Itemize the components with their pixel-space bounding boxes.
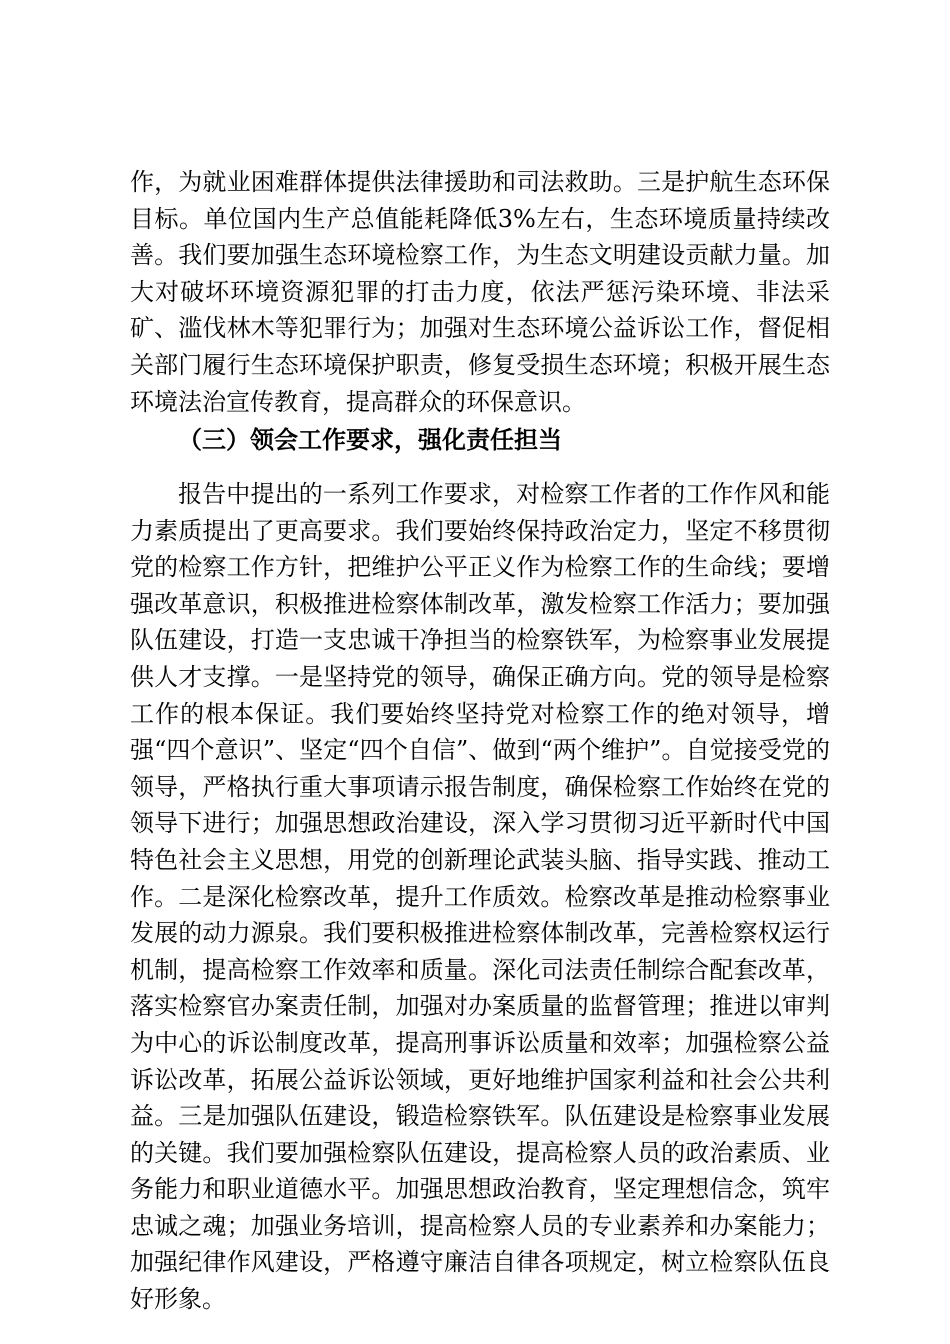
body-paragraph: 报告中提出的一系列工作要求，对检察工作者的工作作风和能力素质提出了更高要求。我们要始终保持政治定力，坚定不移贯彻党的检察工作方针，把维护公平正义作为检察工作的生命线；要增强改革意识，积极推进检察体制改革，激发检察工作活力；要加强队伍建设，打造一支忠诚干净担当的检察铁军，为检察事业发展提供人才支撑。一是坚持党的领导，确保正确方向。党的领导是检察工作的根本保证。我们要始终坚持党对检察工作的绝对领导，增强“四个意识”、坚定“四个自信”、做到“两个维护”。自觉接受党的领导，严格执行重大事项请示报告制度，确保检察工作始终在党的领导下进行；加强思想政治建设，深入学习贯彻习近平新时代中国特色社会主义思想，用党的创新理论武装头脑、指导实践、推动工作。二是深化检察改革，提升工作质效。检察改革是推动检察事业发展的动力源泉。我们要积极推进检察体制改革，完善检察权运行机制，提高检察工作效率和质量。深化司法责任制综合配套改革，落实检察官办案责任制，加强对办案质量的监督管理；推进以审判为中心的诉讼制度改革，提高刑事诉讼质量和效率；加强检察公益诉讼改革，拓展公益诉讼领域，更好地维护国家利益和社会公共利益。三是加强队伍建设，锻造检察铁军。队伍建设是检察事业发展的关键。我们要加强检察队伍建设，提高检察人员的政治素质、业务能力和职业道德水平。加强思想政治教育，坚定理想信念，筑牢忠诚之魂；加强业务培训，提高检察人员的专业素养和办案能力；加强纪律作风建设，严格遵守廉洁自律各项规定，树立检察队伍良好形象。 — [130, 480, 830, 1314]
body-paragraph-continued: 作，为就业困难群体提供法律援助和司法救助。三是护航生态环保目标。单位国内生产总值能耗降低3%左右，生态环境质量持续改善。我们要加强生态环境检察工作，为生态文明建设贡献力量。加大对破坏环境资源犯罪的打击力度，依法严惩污染环境、非法采矿、滥伐林木等犯罪行为；加强对生态环境公益诉讼工作，督促相关部门履行生态环境保护职责，修复受损生态环境；积极开展生态环境法治宣传教育，提高群众的环保意识。 — [130, 168, 830, 416]
section-heading: （三）领会工作要求，强化责任担当 — [178, 426, 562, 454]
